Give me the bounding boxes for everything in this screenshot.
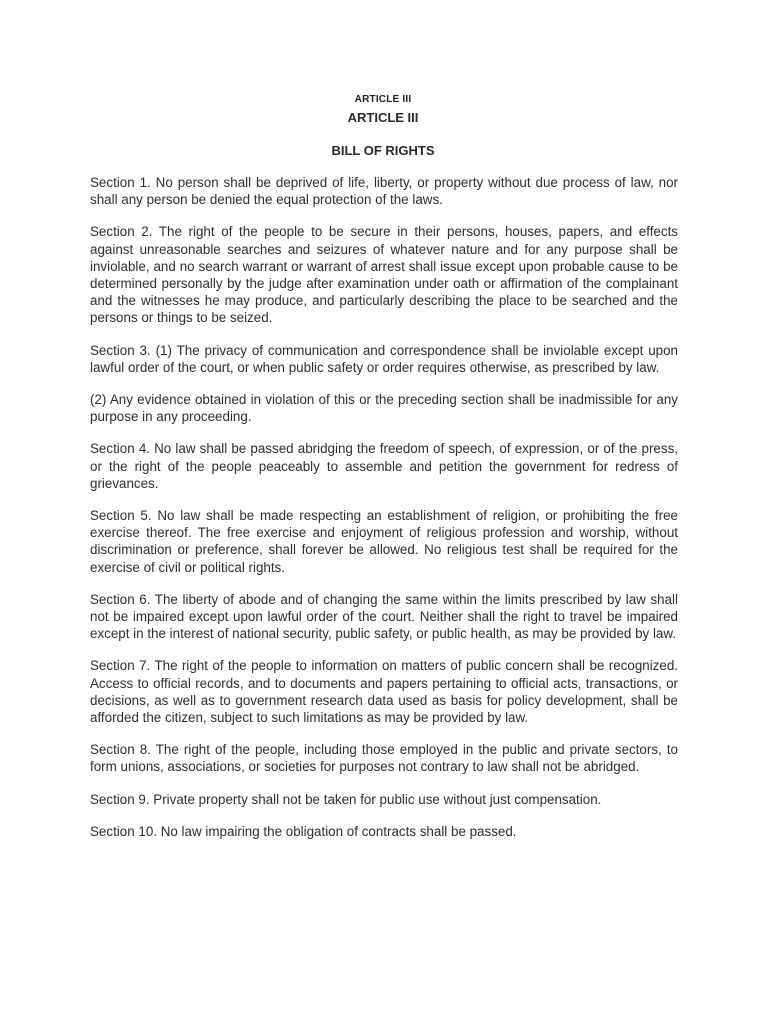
section-8-paragraph: Section 8. The right of the people, including those employed in the public and private sectors, to form unions, associations, or societies for purposes not contrary to law shall not be abridged. (90, 742, 678, 775)
section-5-paragraph: Section 5. No law shall be made respecting an establishment of religion, or prohibiting the free exercise thereof. The free exercise and enjoyment of religious profession and worship, without discrimination or preference, shall forever be allowed. No religious test shall be required for the exercise of civil or political rights. (90, 508, 678, 575)
document-body (90, 174, 678, 855)
section-10-paragraph: Section 10. No law impairing the obligation of contracts shall be passed. (90, 823, 517, 839)
section-4-paragraph: Section 4. No law shall be passed abridging the freedom of speech, of expression, or of the press, or the right of the people peaceably to assemble and petition the government for redress of grievances. (90, 441, 678, 491)
section-7-paragraph: Section 7. The right of the people to information on matters of public concern shall be recognized. Access to official records, and to documents and papers pertaining to official acts, transactions, or decisions, as well as to government research data used as basis for policy development, shall be afforded the citizen, subject to such limitations as may be provided by law. (90, 658, 678, 726)
running-header: ARTICLE III (354, 94, 412, 105)
article-subtitle: BILL OF RIGHTS (331, 143, 435, 158)
article-title: ARTICLE III (347, 110, 419, 125)
section-2-paragraph: Section 2. The right of the people to be secure in their persons, houses, papers, and effects against unreasonable searches and seizures of whatever nature and for any purpose shall be inviolable, and no search warrant or warrant of arrest shall issue except upon probable cause to be determined personally by the judge after examination under oath or affirmation of the complainant and the witnesses he may produce, and particularly describing the place to be searched and the persons or things to be seized. (90, 224, 678, 326)
section-1-paragraph: Section 1. No person shall be deprived of life, liberty, or property without due process of law, nor shall any person be denied the equal protection of the laws. (90, 175, 678, 208)
section-3-1-paragraph: Section 3. (1) The privacy of communication and correspondence shall be inviolable except upon lawful order of the court, or when public safety or order requires otherwise, as prescribed by law. (90, 342, 678, 375)
section-9-paragraph: Section 9. Private property shall not be taken for public use without just compensation. (90, 791, 602, 807)
section-3-2-paragraph: (2) Any evidence obtained in violation of this or the preceding section shall be inadmissible for any purpose in any proceeding. (90, 392, 678, 425)
section-6-paragraph: Section 6. The liberty of abode and of changing the same within the limits prescribed by law shall not be impaired except upon lawful order of the court. Neither shall the right to travel be impaired except in the interest of national security, public safety, or public health, as may be provided by law. (90, 591, 678, 642)
